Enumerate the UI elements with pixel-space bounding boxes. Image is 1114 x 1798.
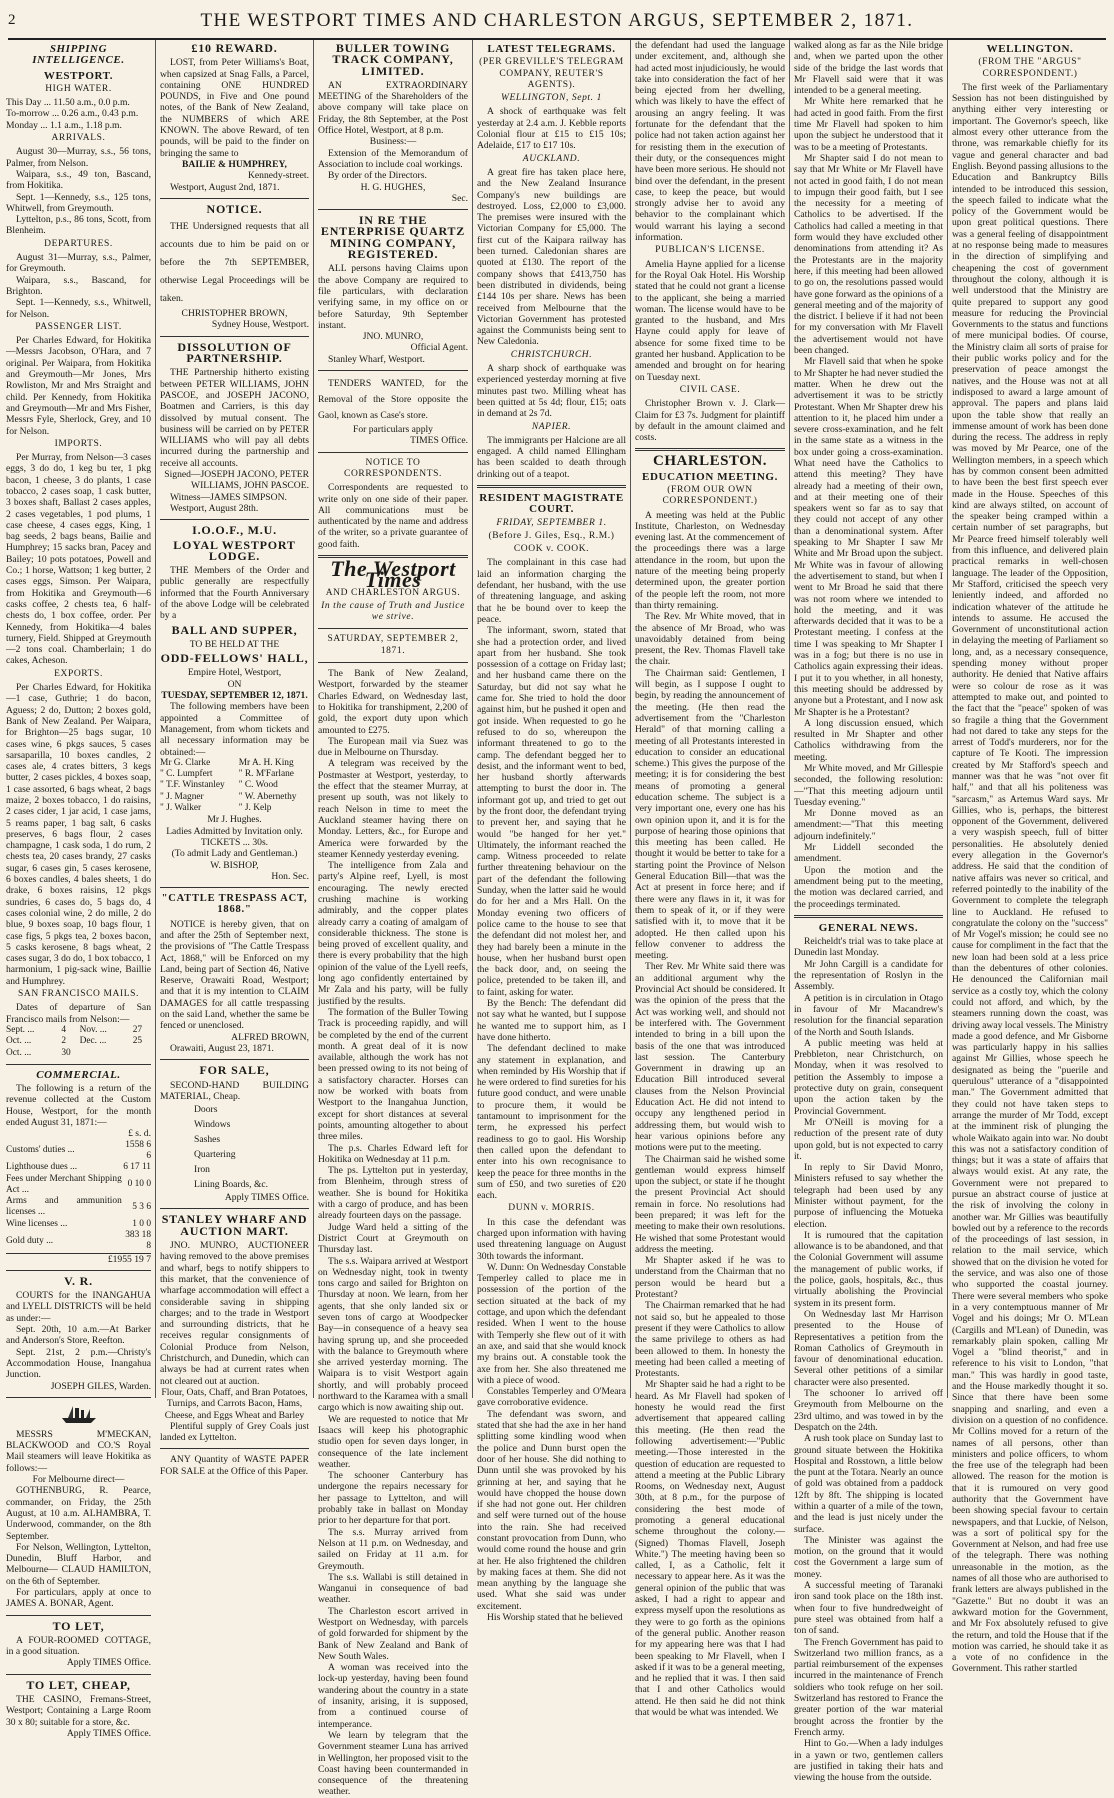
table-cell: 2 xyxy=(61,1036,66,1047)
paragraph: The following is a return of the revenue collected at the Custom House, Westport, for the month ended August 31, 1871:— xyxy=(6,1083,151,1129)
table-cell: " C. Wood xyxy=(238,780,278,791)
paragraph: A great fire has taken place here, and the New Zealand Insurance Company's new buildings are destroyed. Loss, £2,000 to £3,000. The premises were insured with the Victorian Company for £5,000. The first cut of the Kaipara railway has been turned. Caledonian shares are quoted at £130. The report of the company shows that £413,750 has been distributed in dividends, being £144 10s per share. News has been received from Melbourne that the Victorian Government has protested against the Communists being sent to New Caledonia. xyxy=(477,166,626,348)
section-heading: RESIDENT MAGISTRATE COURT. xyxy=(479,491,624,516)
table-cell: Fees under Merchant Shipping Act ... xyxy=(6,1173,122,1195)
paragraph: On Wednesday last Mr Harrison presented to the House of Representatives a petition from the Roman Catholics of Greymouth in favour of denominational education. Several other petitions of a similar character were also presented. xyxy=(794,1308,943,1388)
list-item: Sept. 21st, 2 p.m.—Christy's Accommodation House, Inangahua Junction. xyxy=(6,1346,151,1381)
table-cell: Wine licenses ... xyxy=(6,1218,68,1229)
divider xyxy=(160,1448,309,1449)
paragraph: A telegram was received by the Postmaster at Westport, yesterday, to the effect that the steamer Murray, at present up south, was not likely to reach Nelson in time to meet the Auckland steamer having there on Monday. Letters, &c., for Europe and America were forwarded by the steamer Kennedy yesterday evening. xyxy=(318,758,468,860)
place-heading: WESTPORT. xyxy=(43,69,114,82)
paragraph: Mr Liddell seconded the amendment. xyxy=(794,842,943,865)
table-cell: 0 10 0 xyxy=(127,1179,151,1190)
ad-line: ON xyxy=(227,678,242,690)
paragraph: Mr Flavell said that when he spoke to Mr Shapter he had never studied the matter. When he drew out the advertisement it was to be strictly Protestant. When Mr Shapter drew his attention to it, he placed him under a severe cross-examination, and he felt in the same state as a witness in the box under going a cross-examination. What need have the Catholics to attend this meeting? They have already had a meeting of their own, and at their meeting one of their speakers went so far as to say that they could not accept of any other than a denominational system. After speaking to Mr Shapter I saw Mr White and Mr Broad upon the subject. Mr White was in favour of allowing the advertisement to stand, but when I went to Mr Broad he said that there was not room where we intended to hold the meeting, and it was afterwards decided that it was to be a Protestant meeting. I confess at the time I was speaking to Mr Shapter I was in a fog; but there is no use in Catholics again expressing their ideas. I put it to you whether, in all honesty, this meeting should be addressed by anyone but a Protestant, and I now ask Mr Shapter is he a Protestant? xyxy=(794,356,943,718)
date-line: Orawaiti, August 23, 1871. xyxy=(170,1042,274,1054)
paragraph: The s.s. Waipara arrived at Westport on Wednesday night, took in twenty tons cargo and sailed for Brighton on Thursday at noon. We learn, from her agents, that she only landed six or seven tons of cargo at Woodpecker Bay—in consequence of a heavy sea having sprung up, and she proceeded with the balance to Greymouth where she arrived yesterday morning. The Waipara is to visit Westport again shortly, and will probably proceed northward to the Karamea with a small cargo which is now awaiting ship out. xyxy=(318,1255,468,1414)
table-row xyxy=(6,1025,151,1036)
paragraph: The Chairman said he wished some gentleman would express himself upon the subject, or state if he thought the present Provincial Act should remain in force. No resolutions had been prepared; it was left for the meeting to make their own resolutions. He wished that some Protestant would address the meeting. xyxy=(635,1153,785,1255)
paragraph: GOTHENBURG, R. Pearce, commander, on Friday, the 25th August, at 10 a.m. ALHAMBRA, T. Underwood, commander, on the 8th September. xyxy=(6,1485,151,1542)
paragraph: Mr Shapter asked if he was to understand from the Chairman that no person would be heard but a Protestant? xyxy=(635,1255,785,1301)
ad-line: Business:— xyxy=(369,136,417,148)
court-bench: (Before J. Giles, Esq., R.M.) xyxy=(488,530,615,541)
divider xyxy=(477,485,626,488)
list-item: Monday ... 1.1 a.m., 1.18 p.m. xyxy=(6,119,122,131)
ad-line: For particulars apply xyxy=(353,424,433,436)
paragraph: A rush took place on Sunday last to ground situate between the Hokitika Hospital and Rosstown, a little below the punt at the Totara. Nearly an ounce of gold was obtained from a paddock 12ft by 8ft. The shipping is located within a quarter of a mile of the town, and the lead is just nicely under the surface. xyxy=(794,1433,943,1535)
section-heading: GENERAL NEWS. xyxy=(818,921,919,934)
ad-heading: "CATTLE TRESPASS ACT, 1868." xyxy=(161,893,308,916)
column-rule xyxy=(313,40,314,1398)
table-row xyxy=(160,758,309,769)
paragraph: In reply to Sir David Monro, Ministers refused to say whether the telegraph had been used by any Minister without payment, for the purpose of influencing the Motueka election. xyxy=(794,1162,943,1230)
table-row xyxy=(6,1219,151,1230)
ad-line: TO BE HELD AT THE xyxy=(189,638,280,650)
ad-heading: LOYAL WESTPORT LODGE. xyxy=(173,537,296,563)
paragraph: A long discussion ensued, which resulted in Mr Shapter and other Catholics withdrawing from the meeting. xyxy=(794,717,943,763)
subheading: (FROM OUR OWN CORRESPONDENT.) xyxy=(662,484,758,507)
divider xyxy=(635,448,785,451)
paragraph: The s.s. Wallabi is still detained in Wanganui in consequence of bad weather. xyxy=(318,1571,468,1606)
case-heading: PUBLICAN'S LICENSE. xyxy=(655,245,765,256)
list-item: Windows xyxy=(194,1119,231,1131)
paragraph: THE Members of the Order and public generally are respectfully informed that the Fourth Anniversary of the above Lodge will be celebrated by a xyxy=(160,565,309,622)
paragraph: A FOUR-ROOMED COTTAGE, in a good situation. xyxy=(6,1634,151,1658)
paragraph: Upon the motion and the amendment being put to the meeting, the motion was declared carried, and the proceedings terminated. xyxy=(794,864,943,910)
divider xyxy=(160,198,309,199)
case-heading: DUNN v. MORRIS. xyxy=(508,1203,595,1214)
paragraph: The Minister was against the motion, on the ground that it would cost the Government a large sum of money. xyxy=(794,1534,943,1580)
committee-last: Mr J. Hughes. xyxy=(207,814,262,826)
paper-subtitle: AND CHARLESTON ARGUS. xyxy=(325,587,461,598)
divider xyxy=(160,519,309,520)
paragraph: The formation of the Buller Towing Track is proceeding rapidly, and will be completed by the end of the current month. A great deal of it is now available, although the work has not been pressed owing to its not being of a satisfactory character. Horses can now be worked with boats from Westport to the Inangahua Junction, except for short distances at several points, amounting altogether to about three miles. xyxy=(318,1006,468,1143)
paragraph: Mr White moved, and Mr Gillespie seconded, the following resolution:—"That this meeting adjourn until Tuesday evening." xyxy=(794,763,943,808)
paragraph: COURTS for the INANGAHUA and LYELL DISTRICTS will be held as under:— xyxy=(6,1290,151,1324)
divider xyxy=(6,1615,151,1616)
divider xyxy=(6,1674,151,1675)
paragraph: The schooner Canterbury has undergone the repairs necessary for her passage to Lyttelton, and will probably take in ballast on Monday prior to her departure for that port. xyxy=(318,1470,468,1527)
paragraph: TENDERS WANTED, for the Removal of the Store opposite the Gaol, known as Case's store. xyxy=(318,378,468,422)
date-line: Westport, August 2nd, 1871. xyxy=(170,181,280,193)
table-cell: 1 0 0 xyxy=(132,1218,151,1229)
table-row xyxy=(6,1230,151,1253)
signature: H. G. HUGHES, xyxy=(360,181,426,193)
divider xyxy=(318,209,468,210)
paragraph: The immigrants per Halcione are all engaged. A child named Ellingham has been scalded to death through drinking out of a teapot. xyxy=(477,434,626,480)
divider xyxy=(6,1064,151,1065)
paragraph: Judge Ward held a sitting of the District Court at Greymouth on Thursday last. xyxy=(318,1221,468,1256)
paragraph: The Chairman said: Gentlemen, I will begin, as I suppose I ought to begin, by reading the announcement of the meeting. (He then read the advertisement from the "Charleston Herald" of that morning calling a meeting of all Protestants interested in education to consider an educational scheme.) This gives the purpose of the meeting; it is for considering the best means of promoting a general education scheme. The subject is a very important one, every one has his own opinion upon it, and it is for the purpose of hearing those opinions that this meeting has been called. He thought it would be better to take for a starting point the Province of Nelson General Education Bill—that was the Act at present in force here; and if there were any flaws in it, it was for them to speak of it, or if they were satisfied with it, to move that it be adopted. He then called upon his fellow convener to address the meeting. xyxy=(635,667,785,962)
subheading: (PER GREVILLE'S TELEGRAM COMPANY, REUTER'S AGENTS). xyxy=(479,57,624,90)
table-cell: 30 xyxy=(61,1047,71,1058)
divider xyxy=(318,370,468,371)
paragraph: The schooner Io arrived off Greymouth from Melbourne on the 23rd ultimo, and was towed in by the Despatch on the 24th. xyxy=(794,1388,943,1433)
paragraph: Flour, Oats, Chaff, and Bran Potatoes, Turnips, and Carrots Bacon, Hams, Cheese, and Eggs Wheat and Barley xyxy=(161,1386,308,1421)
revenue-table xyxy=(6,1140,151,1253)
ad-heading: TO LET, CHEAP, xyxy=(26,1677,131,1692)
paragraph: A petition is in circulation in Otago in favour of Mr Macandrew's resolution for the financial separation of the North and South Islands. xyxy=(794,992,943,1038)
paragraph: The French Government has paid to Switzerland two million francs, as a partial reimbursement of the expenses incurred in the maintenance of French soldiers who took refuge on her soil. Switzerland has restored to France the greater portion of the war material brought across the frontier by the French army. xyxy=(794,1636,943,1738)
list-item: Doors xyxy=(194,1104,218,1116)
table-cell: " J. Magner xyxy=(160,791,204,802)
ad-heading: I.O.O.F., M.U. xyxy=(192,523,277,538)
divider xyxy=(794,915,943,918)
paragraph: ANY Quantity of WASTE PAPER FOR SALE at the Office of this Paper. xyxy=(160,1454,309,1477)
paragraph: For particulars, apply at once to JAMES A. BONAR, Agent. xyxy=(6,1587,151,1610)
list-item: Lyttelton, p.s., 86 tons, Scott, from Blenheim. xyxy=(6,214,151,237)
table-cell: 5 3 6 xyxy=(132,1201,151,1212)
paragraph: Mr Shapter said I do not mean to say that Mr White or Mr Flavell have not acted in good faith, I do not mean to impugn their good faith, but I see the necessity for a meeting of Catholics to be advertised. If the Catholics had called a meeting in that form would they have excluded other denominations from attending it? As the Protestants are in the majority here, if this meeting had been allowed to go on, the resolutions passed would have gone forward as the opinions of a general meeting and of the majority of the district. I believe if it had not been for my conversation with Mr Flavell the advertisement would not have been changed. xyxy=(794,152,943,357)
paragraph: The Rev. Mr White moved, that in the absence of Mr Broad, who was unavoidably detained from being present, the Rev. Thomas Flavell take the chair. xyxy=(635,611,785,668)
paragraph: A successful meeting of Taranaki iron sand took place on the 18th inst. when four to five hundredweight of pure steel was obtained from half a ton of sand. xyxy=(794,1580,943,1637)
case-heading: COOK v. COOK. xyxy=(513,544,590,555)
paragraph: For Nelson, Wellington, Lyttelton, Dunedin, Bluff Harbor, and Melbourne— CLAUD HAMILTON, on the 6th of September. xyxy=(6,1541,151,1587)
table-row xyxy=(6,1196,151,1219)
divider xyxy=(318,662,468,663)
divider xyxy=(160,1059,309,1060)
money-columns: £ s. d. xyxy=(128,1128,151,1140)
ad-apply: Apply TIMES Office. xyxy=(66,1657,151,1669)
steamship-icon xyxy=(60,1403,98,1425)
section-heading: LATEST TELEGRAMS. xyxy=(487,43,616,55)
list-item: Quartering xyxy=(194,1149,236,1161)
paragraph: Ther Rev. Mr White said there was an additional argument why the Provincial Act should be considered. It was the opinion of the press that the Act was working well, and should not be interfered with. The Government intended to bring in a bill upon the basis of the one that was introduced last session. The Canterbury Government in drawing up an Education Bill introduced several clauses from the Nelson Provincial Education Act. He did not intend to occupy any lengthened period in addressing them, but would wish to hear various opinions before any motions were put to the meeting. xyxy=(635,961,785,1154)
list-item: August 30—Murray, s.s., 56 tons, Palmer, from Nelson. xyxy=(6,146,151,169)
subheading: NOTICE TO CORRESPONDENTS. xyxy=(344,457,442,479)
ad-heading: IN RE THE ENTERPRISE QUARTZ MINING COMPANY, REGISTERED. xyxy=(320,213,466,262)
section-heading: WELLINGTON. xyxy=(986,43,1074,55)
paragraph: A public meeting was held at Prebbleton, near Christchurch, on Monday, when it was resolved to petition the Assembly to impose a protective duty on grain, consequent upon the action taken by the Provincial Government. xyxy=(794,1037,943,1117)
table-cell: 1558 6 6 xyxy=(125,1139,151,1161)
paragraph: The s.s. Murray arrived from Nelson at 11 p.m. on Wednesday, and sailed on Friday at 11 a.m. for Greymouth. xyxy=(318,1526,468,1572)
masthead xyxy=(0,8,1114,34)
column-rule xyxy=(155,40,156,1398)
paragraph: The defendant declined to make any statement in explanation, and when reminded by His Worship that if he were ordered to find sureties for his future good conduct, and were unable to procure them, it would be tantamount to imprisonment for the term, he expressed his perfect readiness to go to gaol. His Worship then called upon the defendant to enter into his own recognisance to keep the peace for three months in the sum of £50, and two sureties of £20 each. xyxy=(477,1043,626,1202)
column-shipping xyxy=(6,40,151,1739)
table-row xyxy=(6,1036,151,1047)
dateline: AUCKLAND. xyxy=(522,153,581,164)
ad-heading: TO LET, xyxy=(52,1618,105,1633)
section-heading: CHARLESTON. xyxy=(652,453,767,470)
paragraph: We learn by telegram that the Government steamer Luna has arrived in Wellington, her proposed visit to the Coast having been countermanded in consequence of the threatening weather. xyxy=(318,1729,468,1798)
divider xyxy=(6,1397,151,1398)
ad-heading: NOTICE. xyxy=(206,201,263,216)
paragraph: LOST, from Peter Williams's Boat, when capsized at Snag Falls, a Parcel, containing ONE HUNDRED POUNDS, in Five and One pound notes, of the Bank of New Zealand, the NUMBERS of which ARE KNOWN. The above Reward, of ten pounds, will be paid to the finder on bringing the same to xyxy=(160,57,309,159)
paragraph: Amelia Hayne applied for a license for the Royal Oak Hotel. His Worship stated that he could not grant a license to the applicant, she being a married woman. The license would have to be granted to the husband, and Mrs Hayne could apply for leave of absence for some fixed time to be granted her husband. Application to be amended and brought on for hearing on Tuesday next. xyxy=(635,258,785,383)
signature-title: Official Agent. xyxy=(410,342,468,354)
paragraph: Per Charles Edward, for Hokitika—1 case, Guthrie; 1 do bacon, Aguess; 2 do, Dutton; 2 boxes gold, Bank of New Zealand. Per Waipara, for Brighton—25 bags sugar, 10 cases wine, 6 pkgs sauces, 5 cases sarsaparilla, 10 boxes candles, 2 cases ale, 4 crates bitters, 3 kegs butter, 2 cases pickles, 4 boxes soap, 1 case assorted, 6 bags wheat, 2 bags maize, 2 boxes tobacco, 1 do raisins, 2 cases cider, 1 jar acid, 1 case jams, 5 reams paper, 1 bag salt, 6 casks preserves, 6 bags flour, 2 cases champagne, 1 cask soda, 1 do rum, 2 chests tea, 20 cases brandy, 27 casks sugar, 6 cases gin, 5 cases kerosene, 6 boxes candles, 4 bales sheets, 1 do drake, 6 boxes raisins, 12 pkgs sundries, 6 cases do, 5 bags do, 4 cases colonial wine, 2 do mille, 2 do blue, 9 boxes soap, 10 bags flour, 1 case figs, 5 pkgs tea, 2 boxes bacon, 5 casks kerosene, 8 bags wheat, 2 cases sugar, 3 do do, 1 box tobacco, 1 harmonium, 1 pig-sack wine, Baillie and Humphrey. xyxy=(6,682,151,987)
signature: JOSEPH GILES, Warden. xyxy=(50,1380,151,1392)
divider xyxy=(160,336,309,337)
ad-heading: £10 REWARD. xyxy=(191,41,278,55)
list-item: August 31—Murray, s.s., Palmer, for Greymouth. xyxy=(6,252,151,275)
table-cell: Arms and ammunition licenses ... xyxy=(6,1196,122,1218)
section-heading: COMMERCIAL. xyxy=(36,1068,121,1081)
divider xyxy=(6,1270,151,1271)
subheading: EXPORTS. xyxy=(54,668,103,679)
table-cell: 6 17 11 xyxy=(123,1162,151,1173)
address: Sydney House, Westport. xyxy=(211,319,309,331)
paragraph: The Charleston escort arrived in Westport on Wednesday, with parcels of gold forwarded for shipment by the Bank of New Zealand and Bank of New South Wales. xyxy=(318,1605,468,1662)
column-notices-editorial xyxy=(318,40,468,1798)
table-cell: 4 xyxy=(61,1024,66,1035)
paragraph: The p.s. Charles Edward left for Hokitika on Wednesday at 11 p.m. xyxy=(318,1142,468,1165)
paragraph: Christopher Brown v. J. Clark—Claim for £3 7s. Judgment for plaintiff by default in the amount claimed and costs. xyxy=(635,398,785,444)
court-date: FRIDAY, SEPTEMBER 1. xyxy=(496,517,607,528)
paragraph: JNO. MUNRO, AUCTIONEER having removed to the above premises and wharf, begs to notify shippers to this market, that the convenience of wharfage accommodation will effect a considerable saving in shipping charges; and to the trade in Westport and surrounding districts, that he receives regular consignments of Colonial Produce from Nelson, Christchurch, and Dunedin, which can always be had at current rates when not cleared out at auction. xyxy=(160,1240,309,1387)
paragraph: By order of the Directors. xyxy=(328,170,427,182)
signature: W. BISHOP, xyxy=(210,859,259,871)
list-item: To-morrow ... 0.26 a.m., 0.43 p.m. xyxy=(6,108,139,120)
paragraph: Mr White here remarked that he had acted in good faith. From the first time Mr Flavell had spoken to him upon the subject he understood that it was to be a meeting of Protestants. xyxy=(794,96,943,153)
page-number: 2 xyxy=(8,12,16,28)
paragraph: The Chairman remarked that he had not said so, but he appealed to those present if they were Catholics to allow the same privilege to others as had been allowed to them. In honesty the meeting had been called a meeting of Protestants. xyxy=(635,1300,785,1380)
subheading: DEPARTURES. xyxy=(44,238,113,249)
paragraph: Mr John Cargill is a candidate for the representation of Roslyn in the Assembly. xyxy=(794,958,943,993)
article-heading: EDUCATION MEETING. xyxy=(642,470,778,483)
paragraph: The Bank of New Zealand, Westport, forwarded by the steamer Charles Edward, on Wednesday last, to Hokitika for transhipment, 2,200 of gold, the export duty upon which amounted to £275. xyxy=(318,668,468,736)
column-advertisements xyxy=(160,40,309,1477)
signature: Signed—JOSEPH JACONO, PETER WILLIAMS, JOHN PASCOE. xyxy=(164,469,309,492)
paragraph: Mr Shapter said he had a right to be heard. As Mr Flavell had spoken of honesty he would read the first advertisement that appeared calling this meeting. (He then read the following advertisement:—"Public meeting.—Those interested in the question of education are requested to attend a meeting at the Public Library Rooms, on Wednesday next, August 30th, at 8 p.m., for the purpose of considering the best mode of promoting a general educational scheme throughout the colony.—(Signed) Thomas Flavell, Joseph White.") The meeting having been so called, I, as a Catholic, felt it necessary to appear here. As it was the general opinion of the public that was asked, I had a right to appear and express myself upon the resolutions as they were to go forth as the opinions of the general public. Another reason for my appearing here was that I had been speaking to Mr Flavell, when I asked if it was to be a general meeting, and he replied that it was. I then said that I and other Catholics would attend. He then said he did not think that would be what was intended. We xyxy=(635,1379,785,1719)
paragraph: A woman was received into the lock-up yesterday, having been found wandering about the country in a state of insanity, arising, it is supposed, from a continued course of intemperance. xyxy=(318,1662,468,1730)
table-cell: Nov. ... xyxy=(79,1024,107,1035)
paragraph: For Melbourne direct— xyxy=(32,1474,125,1486)
paragraph: The complainant in this case had laid an information charging the defendant, her husband, with the use of threatening language, and asking that he be bound over to keep the peace. xyxy=(477,557,626,625)
table-cell: " J. Kelp xyxy=(238,803,272,814)
ad-heading: DISSOLUTION OF PARTNERSHIP. xyxy=(177,339,292,366)
ad-heading: ODD-FELLOWS' HALL, xyxy=(160,651,309,666)
divider xyxy=(318,452,468,453)
divider xyxy=(160,887,309,888)
divider xyxy=(318,628,468,629)
paragraph: Reicheldt's trial was to take place at Dunedin last Monday. xyxy=(794,936,943,959)
committee-table xyxy=(160,758,309,814)
paper-motto: In the cause of Truth and Justice we strive. xyxy=(321,600,465,623)
list-item: Sept. 1—Kennedy, s.s., Whitwell, for Nelson. xyxy=(6,297,151,320)
list-item: Sept. 1—Kennedy, s.s., 125 tons, Whitwell, from Greymouth. xyxy=(6,191,151,214)
paragraph: Plentiful supply of Grey Coals just landed ex Lyttelton. xyxy=(160,1420,309,1444)
table-cell: " W. Abernethy xyxy=(238,791,297,802)
dateline: NAPIER. xyxy=(531,421,572,432)
signature: ALFRED BROWN, xyxy=(231,1031,309,1043)
subheading: SAN FRANCISCO MAILS. xyxy=(17,989,139,1000)
table-cell: Oct. ... xyxy=(6,1036,32,1047)
subheading: HIGH WATER. xyxy=(45,83,112,94)
paragraph: The ps. Lyttelton put in yesterday, from Blenheim, through stress of weather. She is bound for Hokitika with a cargo of produce, and has been already fourteen days on the passage. xyxy=(318,1165,468,1222)
ad-apply: TIMES Office. xyxy=(410,435,468,447)
paragraph: THE Undersigned requests that all accounts due to him be paid on or before the 7th SEPTEMBER, otherwise Legal Proceedings will be taken. xyxy=(160,221,309,305)
table-row xyxy=(6,1174,151,1197)
table-row xyxy=(6,1140,151,1163)
table-cell: " J. Walker xyxy=(160,803,202,814)
dateline: CHRISTCHURCH. xyxy=(510,349,593,360)
ad-heading: FOR SALE, xyxy=(199,1063,270,1078)
column-rule xyxy=(947,40,948,1398)
table-row xyxy=(160,780,309,791)
list-item: Iron xyxy=(194,1164,210,1176)
paragraph: The informant, sworn, stated that she had a protection order, and lived apart from her husband. She took possession of a cottage on Friday last; and her husband came there on the Saturday, but did not say what he came for. She tried to hold the door against him, but he pushed it open and got inside. When requested to go he refused to do so, whereupon the informant threatened to go to the camp. The defendant begged her to desist, and the informant went to bed, her husband shortly afterwards attempting to burst the door in. The informant got up, and tried to get out by the front door, the defendant trying to prevent her, and saying that he would "be hanged for her yet." Ultimately, the informant reached the camp. Witness proceeded to relate further threatening behaviour on the part of the defendant the following Sunday, when the latter said he would do for her and a Mrs Hall. On the Monday evening two officers of police came to the house to see that the defendant did not molest her, and they had barely been a minute in the house, when her husband burst open the back door, and, on seeing the police, pretended to be taken ill, and to faint, asking for water. xyxy=(477,625,626,998)
list-item: Sept. 20th, 10 a.m.—At Barker and Anderson's Store, Reefton. xyxy=(6,1324,151,1347)
table-cell: Lighthouse dues ... xyxy=(6,1162,78,1173)
column-rule xyxy=(472,40,473,1398)
table-cell: 27 xyxy=(132,1024,143,1035)
paragraph: THE CASINO, Fremans-Street, Westport; Containing a Large Room 30 x 80; suitable for a store, &c. xyxy=(6,1694,151,1728)
paragraph: SECOND-HAND BUILDING MATERIAL, Cheap. xyxy=(160,1079,309,1102)
paragraph: THE Partnership hitherto existing between PETER WILLIAMS, JOHN PASCOE, and JOSEPH JACONO, Boatmen and Carriers, is this day dissolved by mutual consent. The business will be carried on by PETER WILLIAMS who will pay all debts incurred during the partnership and receive all accounts. xyxy=(160,367,309,469)
event-date: TUESDAY, SEPTEMBER 12, 1871. xyxy=(161,690,308,702)
paragraph: The European mail via Suez was due in Melbourne on Thursday. xyxy=(318,735,468,759)
signature-title: Hon. Sec. xyxy=(271,870,309,882)
section-heading: SHIPPING INTELLIGENCE. xyxy=(32,43,125,67)
column-meeting-general-news xyxy=(794,40,943,1784)
ad-apply: Apply TIMES Office. xyxy=(66,1727,151,1739)
newspaper-title: THE WESTPORT TIMES AND CHARLESTON ARGUS, SEPTEMBER 2, 1871. xyxy=(200,10,914,31)
table-cell: " C. Lumpfert xyxy=(160,769,213,780)
paragraph: Extension of the Memorandum of Association to include coal workings. xyxy=(318,147,468,170)
paragraph: Hint to Go.—When a lady indulges in a yawn or two, gentlemen callers are justified in taking their hats and viewing the house from the outside. xyxy=(794,1738,943,1784)
table-cell: Dec. ... xyxy=(79,1036,107,1047)
signature: CHRISTOPHER BROWN, xyxy=(181,308,288,320)
paragraph: Constables Temperley and O'Meara gave corroborative evidence. xyxy=(477,1386,626,1409)
column-wellington xyxy=(952,40,1108,1675)
paragraph: A shock of earthquake was felt yesterday at 2.4 a.m. J. Kebble reports Colonial flour at £15 to £15 10s; Adelaide, £17 to £17 10s. xyxy=(477,106,626,152)
ad-apply: Apply TIMES Office. xyxy=(224,1192,309,1204)
paragraph: The first week of the Parliamentary Session has not been distinguished by anything either very interesting or important. The Governor's speech, like almost every other utterance from the throne, was remarkable chiefly for its vague and general character and bad English. Beyond passing allusions to the Education and Bankruptcy Bills intended to be introduced this session, the speech failed to indicate what the policy of the Government would be upon great political questions. There was a general feeling of disappointment at no response being made to measures in the direction of simplifying and cheapening the cost of government throughout the colony, although it is well understood that the Ministry are quite prepared to support any good measure for reducing the Provincial Governments to the status and functions of mere municipal bodies. Of course, the Ministry claim all sorts of praise for their public works policy and for the preservation of peace amongst the natives, and the House was not at all indisposed to award a large amount of approval. The papers and plans laid upon the table show that really an immense amount of work has been done during the recess. The address in reply was moved by Mr Pearce, one of the Wellington members, in a speech which has by common consent been admitted to have been the best first speech ever made in the House. Speeches of this kind are always stilted, on account of the speaker being cramped within a certain number of set paragraphs, but Mr Pearce freed himself tolerably well from this influence, and delivered plain practical remarks in well-chosen language. The leader of the Opposition, Mr Stafford, criticised the speech very leniently indeed, and afforded no indication whatever of the attitude he intends to assume. He accused the Government of unconstitutional action in delaying the meeting of Parliament so long, and, as a necessary consequence, spending money without proper authority. He denied that Native affairs were so colour de rose as it was attempted to make out, and pointed to the fact that the "peace" spoken of was so fragile a thing that the Government had not dared to take any steps for the arrest of Todd's murderers, nor for the capture of Te Kooti. The impression created by Mr Stafford's speech and manner was that he was "not over fit half," and that all his politeness was "sarcasm," as Artemus Ward says. Mr Gillies, who is, perhaps, the bitterest opponent of the Government, delivered a very waspish speech, full of bitter personalities. He absolutely denied every allegation in the Governor's address. He said that the condition of native affairs was never so critical, and referred pointedly to the inability of the Government to complete the telegraph line to Auckland. He refused to congratulate the colony on the "success" of Mr Vogel's mission; he could see no cause for compliment in the fact that the new loan had been sold at a less price than the debentures of other colonies. He denounced the Californian mail service as a costly toy, which the colony could not afford, and which, by the steamers running down the coast, was driving away local vessels. The Ministry made a good defence, and Mr Gisborne was particularly happy in his sallies against Mr Gillies, whose speech he designated as being the "puerile and querulous" utterance of a "disappointed man." The Government admitted that they could not have taken steps to arrange the murder of Mr Todd, except at the imminent risk of plunging the whole Waikato again into war. No doubt this was not a satisfactory condition of things; but it was a state of affairs that always would exist. At any rate, the Government were not prepared to pursue an abstract course of justice at the risk of involving the colony in another war. Mr Gillies was beautifully bowled out by a reference to the records of the proceedings of last session, in relation to the mail service, which showed that on the division he voted for the service, and was also one of those who supported the coastal journey. There were several members who spoke in a very contemptuous manner of Mr Vogel and his doings; Mr O. M'Lean (Cargills and M'Lean) of Dunedin, was remarkably plain spoken, calling Mr Vogel a "blind theorist," and in reference to his visit to London, "that man." This was hardly in good taste, and the House markedly thought it so. Since that there have been some snapping and snarling, and even a division on a question of no confidence. Mr Collins moved for a return of the names of all persons, other than ministers and police officers, to whom the free use of the telegraph had been allowed. The reason for the motion is that it is rumoured on very good authority that the Government have been showing special favour to certain newspapers, and that Luckie, of Nelson, was a sort of political spy for the Government at Nelson, and had free use of the telegraph. There was nothing unreasonable in the motion, as the names of all those who are authorised to frank letters are always published in the "Gazette." But no doubt it was an awkward motion for the Government, and Mr Fox absolutely refused to give the return, and told the House that if the motion was carried, he should take it as a vote of no confidence in the Government. This rather startled xyxy=(952,81,1108,1675)
paragraph: walked along as far as the Nile bridge and, when we parted upon the other side of the bridge the last words that Mr Flavell said were that it was intended to be a general meeting. xyxy=(794,40,943,97)
paragraph: Per Charles Edward, for Hokitika—Messrs Jacobson, O'Hara, and 7 original. Per Waipara, from Hokitika and Greymouth—Mr Jones, Mrs Rowliston, Mr and Mrs Straight and child. Per Kennedy, from Hokitika and Greymouth—Mr and Mrs Fisher, Messrs Fyle, Sherlock, Grey, and 10 for Nelson. xyxy=(6,335,151,437)
table-cell: Customs' duties ... xyxy=(6,1145,75,1156)
table-cell: 25 xyxy=(132,1036,143,1047)
paragraph: By the Bench: The defendant did not say what he wanted, but I suppose he wanted me to support him, as I have done hitherto. xyxy=(477,998,626,1043)
date-line: Westport, August 28th. xyxy=(170,502,259,514)
paragraph: AN EXTRAORDINARY MEETING of the Shareholders of the above company will take place on Friday, the 8th September, at the Post Office Hotel, Westport, at 8 p.m. xyxy=(318,79,468,137)
paragraph: Mr O'Neill is moving for a reduction of the present rate of duty upon gold, but is not expected to carry it. xyxy=(794,1116,943,1162)
paragraph: We are requested to notice that Mr Isaacs will keep his photographic studio open for seven days longer, in consequence of the late inclement weather. xyxy=(318,1413,468,1470)
table-row xyxy=(160,769,309,780)
paragraph: Mr Donne moved as an amendment:—"That this meeting adjourn indefinitely." xyxy=(794,808,943,842)
paragraph: MESSRS M'MECKAN, BLACKWOOD and CO.'S Royal Mail steamers will leave Hokitika as follows:— xyxy=(6,1428,151,1474)
table-cell: Sept. ... xyxy=(6,1024,35,1035)
table-cell: Mr G. Clarke xyxy=(160,757,211,768)
subheading: (FROM THE "ARGUS" CORRESPONDENT.) xyxy=(978,57,1082,79)
paragraph: NOTICE is hereby given, that on and after the 25th of September next, the provisions of "The Cattle Trespass Act, 1868," will be Enforced on my Land, being part of Section 46, Native Reserve, Orawaiti Road, Westport; and that it is my intention to CLAIM DAMAGES for all cattle trespassing on the said Land, whether the same be fenced or unenclosed. xyxy=(160,918,309,1032)
dateline: WELLINGTON, Sept. 1 xyxy=(501,93,602,104)
table-cell: Oct. ... xyxy=(6,1047,32,1058)
list-item: Waipara, s.s., 49 ton, Bascand, from Hokitika. xyxy=(6,168,151,192)
column-rule xyxy=(630,40,631,1398)
paragraph: The defendant was sworn, and stated that she had the axe in her hand splitting some kindling wood when the police and Dunn burst open the door of her house. She did nothing to Dunn until she was provoked by his grinning at her, and saying that he would have chopped the house down if she had not gone out. Her children and self were turned out of the house into the rain. She had received constant provocation from Dunn, who would come round the house and grin at her. He also frightened the children by making faces at them. She did not mean anything by the language she used. What she said was under excitement. xyxy=(477,1408,626,1612)
paragraph: W. Dunn: On Wednesday Constable Temperley called to place me in possession of the portion of the section situated at the back of my cottage, and upon which the defendant resided. When I went to the house with Temperly she flew out of it with an axe, and said that she would knock my brains out. A constable took the axe from her. She also threatened me with a piece of wood. xyxy=(477,1261,626,1386)
paragraph: The following members have been appointed a Committee of Management, from whom tickets and all necessary information may be obtained:— xyxy=(160,701,309,758)
firm-name: BAILIE & HUMPHREY, xyxy=(182,158,287,170)
table-row xyxy=(6,1162,151,1173)
paragraph: It is rumoured that the capitation allowance is to be abandoned, and that the Colonial Government will assume the management of public works, if the police, gaols, hospitals, &c., thus virtually abolishing the Provincial system in its present form. xyxy=(794,1229,943,1309)
table-cell: 383 18 8 xyxy=(125,1229,151,1252)
table-row xyxy=(160,792,309,803)
ad-heading: BULLER TOWING TRACK COMPANY, LIMITED. xyxy=(332,41,454,78)
paragraph: His Worship stated that he believed xyxy=(487,1612,623,1624)
signature-title: Sec. xyxy=(451,192,468,204)
subheading: IMPORTS. xyxy=(54,438,103,449)
paragraph: A sharp shock of earthquake was experienced yesterday morning at five minutes past two. Milling wheat has been quitted at 5s 4d; flour, £15; oats in demand at 2s 7d. xyxy=(477,363,626,420)
table-cell: Gold duty ... xyxy=(6,1235,54,1246)
revenue-total: £1955 19 7 xyxy=(6,1253,151,1265)
case-heading: CIVIL CASE. xyxy=(679,384,741,395)
paragraph: Dates of departure of San Francisco mails from Nelson:— xyxy=(6,1002,151,1025)
issue-date: SATURDAY, SEPTEMBER 2, 1871. xyxy=(327,634,459,656)
ad-line: TICKETS ... 30s. xyxy=(200,836,269,848)
paragraph: Correspondents are requested to write only on one side of their paper. All communications must be authenticated by the name and address of the writer, so a private guarantee of good faith. xyxy=(318,482,468,550)
table-cell: " R. M'Farlane xyxy=(238,769,294,780)
paragraph: A meeting was held at the Public Institute, Charleston, on Wednesday evening last. At the commencement of the proceedings there was a large attendance in the room, but upon the nature of the meeting being properly determined upon, the greater portion of the people left the room, not more than thirty remaining. xyxy=(635,509,785,611)
column-telegrams-court xyxy=(477,40,626,1624)
address: Empire Hotel, Westport, xyxy=(187,667,282,679)
table-cell: Mr A. H. King xyxy=(238,757,294,768)
ad-line: Ladies Admitted by Invitation only. xyxy=(166,825,303,837)
list-item: This Day ... 11.50 a.m., 0.0 p.m. xyxy=(6,97,130,109)
paragraph: The intelligence from Zala and party's Alpine reef, Lyell, is most encouraging. The newly erected crushing machine is working admirably, and the copper plates already carry a coating of amalgam of considerable thickness. The stone is being proved of excellent quality, and there is every probability that the high opinion of the value of the Lyell reefs, long ago confidently entertained by Mr Zala and his party, will be fully justified by the results. xyxy=(318,860,468,1007)
list-item: Sashes xyxy=(194,1134,221,1146)
table-row xyxy=(160,803,309,814)
paragraph: the defendant had used the language under excitement, and, although she had acted most injudiciously, he would take into consideration the fact of her being ejected from her dwelling, which was likely to have the effect of arousing an angry feeling. It was fortunate for the defendant that the police had not taken action against her for resisting them in the execution of their duty, or the consequences might have been more serious. He should not bind over the defendant, in the present case, to keep the peace, but would strongly advise her to avoid any behavior to the complainant which would warrant his laying a second information. xyxy=(635,40,785,244)
address: Kennedy-street. xyxy=(247,170,309,182)
subheading: ARRIVALS. xyxy=(51,133,106,144)
ad-heading: STANLEY WHARF AND AUCTION MART. xyxy=(161,1212,308,1238)
table-row xyxy=(6,1048,151,1059)
royal-crest-label: V. R. xyxy=(64,1273,93,1288)
paragraph: In this case the defendant was charged upon information with having used threatening language on August 30th towards the informant. xyxy=(477,1216,626,1262)
ad-line: (To admit Lady and Gentleman.) xyxy=(171,848,298,860)
signature: JNO. MUNRO, xyxy=(362,331,424,343)
table-cell: " T.F. Winstanley xyxy=(160,780,225,791)
list-item: Waipara, s.s., Bascand, for Brighton. xyxy=(6,274,151,297)
subheading: PASSENGER LIST. xyxy=(35,321,122,332)
paragraph: Per Murray, from Nelson—3 cases eggs, 3 do do, 1 keg bu ter, 1 pkg bacon, 1 cheese, 3 do plants, 1 case tobacco, 2 cases soap, 1 cask butter, 3 boxes shaft, Ballast 2 cases apples, 2 cases vegetables, 1 pod plums, 1 case cheese, 4 cases eggs, King, 1 bag seeds, 2 bags beans, Bailie and Humphrey; 15 sacks bran, Pacey and Bailey; 10 pots potatoes, Powell and Co.; 1 horse, Wattson; 1 keg butter, 2 cases eggs, Simson. Per Waipara, from Hokitika and Greymouth—6 casks coffee, 2 chests tea, 6 half-chests do, 1 box coffee, order. Per Kennedy, from Hokitika—4 bales turnery, Field. Shipped at Greymouth—2 tons coal. Chamberlain; 1 do cakes, Acheson. xyxy=(6,452,151,667)
ad-heading: BALL AND SUPPER, xyxy=(171,622,298,637)
column-rule xyxy=(789,40,790,1398)
divider xyxy=(160,1208,309,1209)
paragraph: ALL persons having Claims upon the above Company are required to file particulars, with declaration verifying same, in my office on or before Saturday, 9th September instant. xyxy=(318,263,468,331)
mails-table xyxy=(6,1025,151,1059)
list-item: Lining Boards, &c. xyxy=(194,1179,269,1191)
paper-nameplate: The Westport Times xyxy=(330,555,456,593)
witness: Witness—JAMES SIMPSON. xyxy=(170,491,287,503)
column-court-charleston xyxy=(635,40,785,1719)
address: Stanley Wharf, Westport. xyxy=(328,353,425,365)
